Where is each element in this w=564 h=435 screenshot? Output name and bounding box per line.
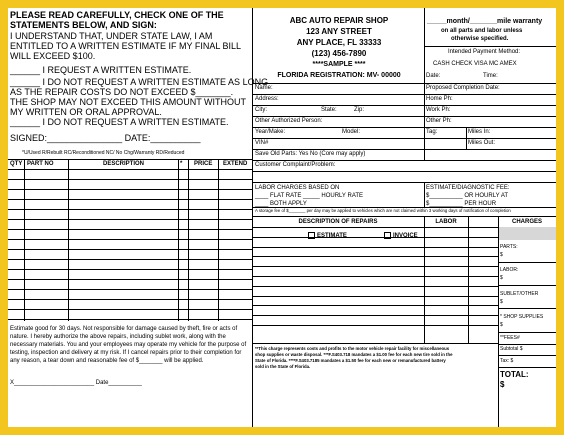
repair-row-rule bbox=[252, 325, 498, 326]
row-rule bbox=[498, 308, 556, 309]
repair-row-rule bbox=[252, 227, 498, 228]
option-no-estimate-limit[interactable]: ______ I DO NOT REQUEST A WRITTEN ESTIMATE AS LONG bbox=[10, 77, 269, 87]
col-qty: QTY bbox=[10, 161, 23, 167]
shop-name: ABC AUTO REPAIR SHOP bbox=[289, 16, 389, 25]
repair-row-rule bbox=[252, 305, 498, 306]
repairs-col-divider bbox=[468, 216, 469, 343]
parts-col-divider bbox=[218, 159, 219, 321]
labor-based-on: LABOR CHARGES BASED ON bbox=[255, 185, 340, 191]
subtotal-field[interactable]: Subtotal $ bbox=[500, 346, 523, 352]
row-rule bbox=[498, 332, 556, 333]
sublet-charge-value[interactable]: $ bbox=[500, 299, 503, 305]
repair-row-rule bbox=[252, 247, 498, 248]
payment-options[interactable]: CASH CHECK VISA MC AMEX bbox=[433, 61, 517, 67]
charges-shade bbox=[498, 227, 556, 240]
row-rule bbox=[252, 127, 556, 128]
warranty-line-2: on all parts and labor unless bbox=[441, 28, 523, 34]
row-rule bbox=[252, 149, 556, 150]
charges-header: CHARGES bbox=[511, 219, 542, 225]
date-field[interactable]: Date: bbox=[426, 73, 441, 79]
option-no-estimate[interactable]: ______ I DO NOT REQUEST A WRITTEN ESTIMATE. bbox=[10, 117, 229, 127]
row-rule bbox=[252, 182, 556, 183]
col-part-no: PART NO bbox=[27, 161, 54, 167]
address-field[interactable]: Address: bbox=[255, 96, 279, 102]
labor-col-divider bbox=[424, 182, 425, 207]
warranty-line-1[interactable]: _____month/_______mile warranty bbox=[427, 18, 543, 25]
florida-registration: FLORIDA REGISTRATION: MV- 00000 bbox=[277, 72, 401, 79]
parts-col-divider bbox=[24, 159, 25, 321]
info-col-divider bbox=[424, 83, 425, 160]
footer-terms-2: nature. I hereby authorize the above repairs, including sublet work, along with the bbox=[10, 334, 226, 340]
parts-row-rule bbox=[8, 289, 252, 290]
save-old-parts-field[interactable]: Save Old Parts: Yes No (Core may apply) bbox=[255, 151, 366, 157]
col-description: DESCRIPTION bbox=[103, 161, 145, 167]
labor-flat-hourly[interactable]: ____ FLAT RATE _____ HOURLY RATE bbox=[255, 193, 364, 199]
parts-row-rule bbox=[8, 199, 252, 200]
parts-row-rule bbox=[8, 299, 252, 300]
fee-note-2: shop supplies or waste disposal. ***F.S403.718 mandates a $1.00 fee for each new tire sold in the bbox=[255, 352, 453, 357]
time-field[interactable]: Time: bbox=[483, 73, 498, 79]
fees-label[interactable]: **FEES# bbox=[500, 335, 520, 341]
parts-row-rule bbox=[8, 279, 252, 280]
other-authorized-field[interactable]: Other Authorized Person: bbox=[255, 118, 323, 124]
notice-line-2: STATEMENTS BELOW, AND SIGN: bbox=[10, 20, 157, 30]
diagnostic-fee-label: ESTIMATE/DIAGNOSTIC FEE: bbox=[426, 185, 510, 191]
fee-note-3: State of Florida. ****F.S403.7185 mandates a $1.50 fee for each new or remanufactured battery bbox=[255, 358, 446, 363]
parts-row-rule bbox=[8, 249, 252, 250]
row-rule bbox=[252, 343, 498, 344]
row-rule bbox=[252, 105, 556, 106]
col-code-star: * bbox=[180, 161, 183, 167]
parts-charge-value[interactable]: $ bbox=[500, 252, 503, 258]
storage-fee-note: A storage fee of $_______ per day may be applied to vehicles which are not claimed within 3 working days of notification of completion bbox=[255, 208, 511, 213]
part-codes-legend: *U/Used R/Rebuilt RC/Reconditioned NC/ No Chg/Warranty RD/Reduced bbox=[22, 150, 185, 156]
parts-row-rule bbox=[8, 189, 252, 190]
header-bottom-rule bbox=[252, 83, 556, 84]
parts-row-rule bbox=[8, 269, 252, 270]
law-line-3: WILL EXCEED $100. bbox=[10, 51, 96, 61]
row-rule bbox=[252, 116, 556, 117]
shop-phone: (123) 456-7890 bbox=[311, 49, 367, 58]
labor-charge-value[interactable]: $ bbox=[500, 275, 503, 281]
estimate-label: ESTIMATE bbox=[317, 233, 347, 240]
row-rule bbox=[252, 171, 556, 172]
estimate-checkbox[interactable] bbox=[308, 232, 347, 239]
repair-row-rule bbox=[252, 266, 498, 267]
row-rule bbox=[498, 367, 556, 368]
invoice-label: INVOICE bbox=[393, 233, 418, 240]
row-rule bbox=[252, 138, 556, 139]
labor-both-apply[interactable]: ____ BOTH APPLY bbox=[255, 201, 307, 207]
miles-in-field[interactable]: Miles In: bbox=[468, 129, 491, 135]
footer-terms-4: testing, inspection and delivery at my risk. If I cancel repairs prior to their completion for bbox=[10, 350, 242, 356]
repairs-col-divider bbox=[498, 216, 499, 427]
center-divider bbox=[252, 8, 253, 427]
law-line-1: I UNDERSTAND THAT, UNDER STATE LAW, I AM bbox=[10, 31, 213, 41]
customer-signature-line[interactable]: X________________________ Date__________ bbox=[10, 380, 142, 386]
repair-row-rule bbox=[252, 276, 498, 277]
labor-header: LABOR bbox=[435, 219, 457, 225]
footer-terms-3: necessary materials. You and your employees may operate my vehicle for the purpose of bbox=[10, 342, 247, 348]
col-extend: EXTEND bbox=[223, 161, 248, 167]
row-rule bbox=[252, 94, 556, 95]
option-no-estimate-line-2: AS THE REPAIR COSTS DO NOT EXCEED $_______. bbox=[10, 87, 234, 97]
shop-street: 123 ANY STREET bbox=[306, 27, 372, 36]
repair-row-rule bbox=[252, 237, 498, 238]
fee-note-4: sold in the State of Florida. bbox=[255, 364, 311, 369]
info-col-divider bbox=[466, 127, 467, 149]
diagnostic-hourly-amount[interactable]: $__________ PER HOUR bbox=[426, 201, 497, 207]
row-rule bbox=[498, 262, 556, 263]
zip-field[interactable]: Zip: bbox=[354, 107, 365, 113]
option-request-estimate[interactable]: ______ I REQUEST A WRITTEN ESTIMATE. bbox=[10, 65, 192, 75]
parts-row-rule bbox=[8, 169, 252, 170]
parts-row-rule bbox=[8, 229, 252, 230]
parts-row-rule bbox=[8, 239, 252, 240]
parts-row-rule bbox=[8, 259, 252, 260]
row-rule bbox=[252, 160, 556, 161]
home-phone-field[interactable]: Home Ph: bbox=[426, 96, 453, 102]
row-rule bbox=[498, 344, 556, 345]
notice-line-1: PLEASE READ CAREFULLY, CHECK ONE OF THE bbox=[10, 10, 224, 20]
diagnostic-fee-amount[interactable]: $__________ OR HOURLY AT bbox=[426, 193, 509, 199]
col-price: PRICE bbox=[194, 161, 213, 167]
repair-row-rule bbox=[252, 296, 498, 297]
payment-method-label: Intended Payment Method: bbox=[448, 49, 521, 55]
year-make-field[interactable]: Year/Make: bbox=[255, 129, 286, 135]
proposed-completion-field[interactable]: Proposed Completion Date: bbox=[426, 85, 500, 91]
fee-note-1: **This charge represents costs and profits to the motor vehicle repair facility for miscellaneous bbox=[255, 346, 450, 351]
option-no-estimate-line-3: THE SHOP MAY NOT EXCEED THIS AMOUNT WITHOUT bbox=[10, 97, 247, 107]
option-no-estimate-line-4: MY WRITTEN OR ORAL APPROVAL. bbox=[10, 107, 162, 117]
repair-row-rule bbox=[252, 256, 498, 257]
parts-row-rule bbox=[8, 209, 252, 210]
row-rule bbox=[252, 216, 556, 217]
tax-field[interactable]: Tax: $ bbox=[500, 358, 514, 364]
repair-row-rule bbox=[252, 286, 498, 287]
row-rule bbox=[498, 285, 556, 286]
parts-col-divider bbox=[178, 159, 179, 321]
parts-row-rule bbox=[8, 319, 252, 320]
parts-col-divider bbox=[188, 159, 189, 321]
total-label: TOTAL: bbox=[500, 370, 529, 379]
parts-row-rule bbox=[8, 179, 252, 180]
tag-field[interactable]: Tag: bbox=[426, 129, 438, 135]
parts-table-top bbox=[8, 159, 252, 160]
customer-complaint-field[interactable]: Customer Complaint/Problem: bbox=[255, 162, 336, 168]
vin-field[interactable]: VIN# bbox=[255, 140, 269, 146]
total-value[interactable]: $ bbox=[500, 380, 505, 389]
footer-terms-1: Estimate good for 30 days. Not responsible for damage caused by theft, fire or acts of bbox=[10, 326, 238, 332]
state-field[interactable]: State: bbox=[321, 107, 337, 113]
parts-row-rule bbox=[8, 219, 252, 220]
sublet-charge-label: SUBLET/OTHER bbox=[500, 291, 539, 297]
parts-row-rule bbox=[8, 309, 252, 310]
repairs-col-divider bbox=[424, 216, 425, 343]
shop-supplies-label: * SHOP SUPPLIES bbox=[500, 314, 544, 320]
city-field[interactable]: City: bbox=[255, 107, 267, 113]
repair-order-form bbox=[8, 8, 556, 427]
warranty-line-3: otherwise specified. bbox=[451, 36, 509, 42]
other-phone-field[interactable]: Other Ph: bbox=[426, 118, 452, 124]
shop-city: ANY PLACE, FL 33333 bbox=[296, 38, 382, 47]
model-field[interactable]: Model: bbox=[342, 129, 361, 135]
parts-col-divider bbox=[68, 159, 69, 321]
sample-mark: ****SAMPLE **** bbox=[312, 61, 366, 68]
labor-charge-label: LABOR: bbox=[500, 267, 519, 273]
law-line-2: ENTITLED TO A WRITTEN ESTIMATE IF MY FINAL BILL bbox=[10, 41, 242, 51]
row-rule bbox=[498, 355, 556, 356]
miles-out-field[interactable]: Miles Out: bbox=[468, 140, 496, 146]
work-phone-field[interactable]: Work Ph: bbox=[426, 107, 451, 113]
repair-row-rule bbox=[252, 315, 498, 316]
description-of-repairs-header: DESCRIPTION OF REPAIRS bbox=[298, 219, 378, 225]
signature-date-line[interactable]: SIGNED:_______________ DATE:__________ bbox=[10, 133, 201, 143]
parts-charge-label: PARTS: bbox=[500, 244, 518, 250]
invoice-checkbox[interactable] bbox=[384, 232, 418, 239]
shop-supplies-value[interactable]: $ bbox=[500, 322, 503, 328]
footer-terms-5: any reason, a tear down and reasonable fee of $_______ will be applied. bbox=[10, 358, 204, 364]
warranty-rule bbox=[424, 46, 556, 47]
customer-name-field[interactable]: Name: bbox=[255, 85, 273, 91]
